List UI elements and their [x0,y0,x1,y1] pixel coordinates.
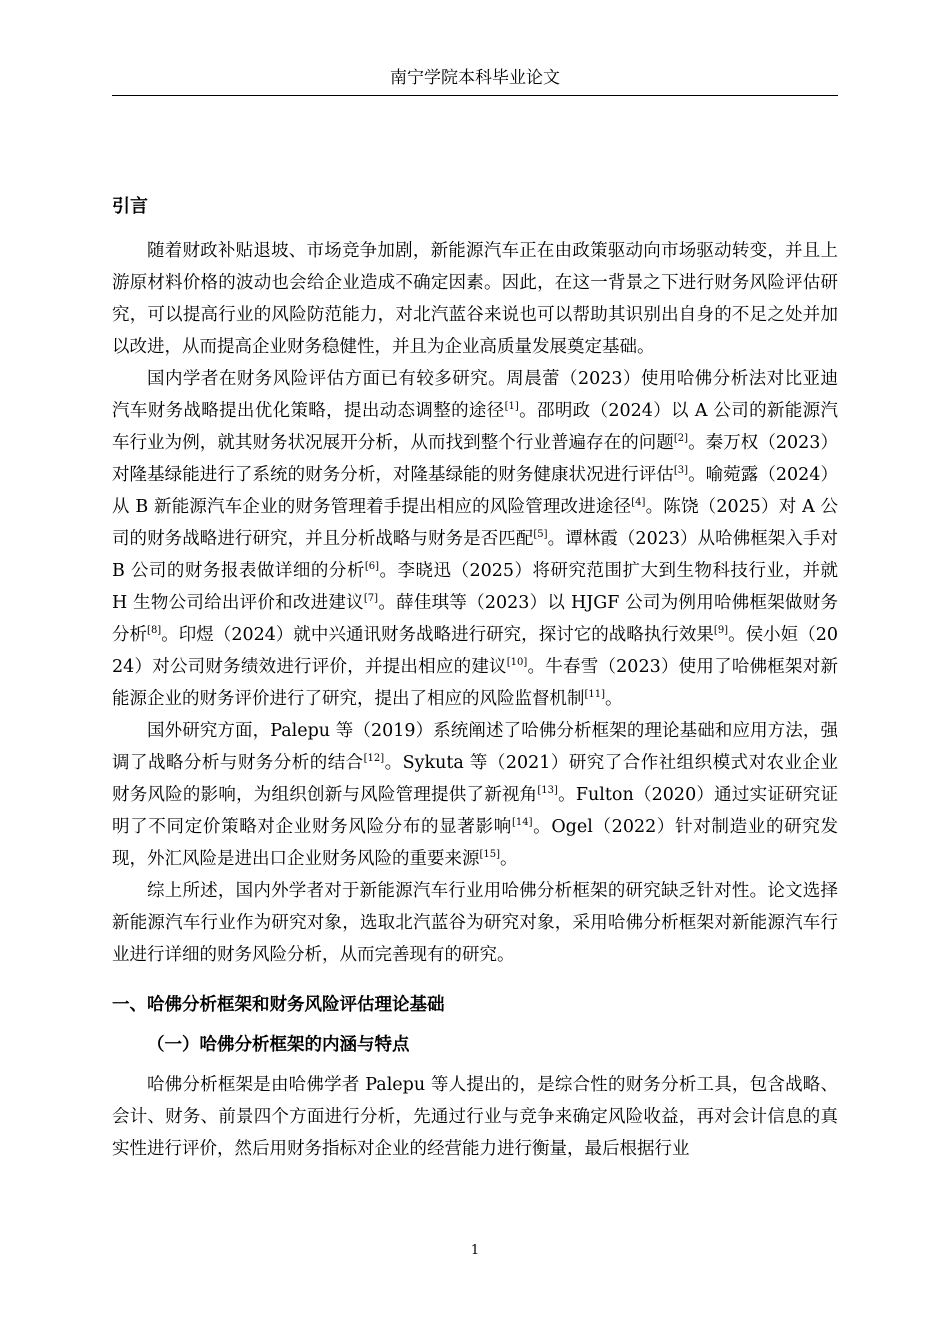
paragraph [112,363,838,715]
paragraph-text: 。邵明政（2024）以 A 公司的新能源汽车行业为例，就其财务状况展开分析，从而找到整个行业普遍存在的问题 [112,401,838,453]
paragraph-text: 国内学者在财务风险评估方面已有较多研究。周晨蕾（2023）使用哈佛分析法对比亚迪汽车财务战略提出优化策略，提出动态调整的途径 [112,369,838,421]
paragraph-text: 。 [605,689,623,709]
page-number: 1 [470,1243,480,1258]
citation-marker: [2] [673,433,689,444]
citation-marker: [10] [506,657,528,668]
paragraph-text: 。牛春雪（2023）使用了哈佛框架对新能源企业的财务评价进行了研究，提出了相应的风险监督机制 [112,657,838,709]
paragraph-text: 。喻菀露（2024）从 B 新能源汽车企业的财务管理着手提出相应的风险管理改进途径 [112,465,838,517]
citation-marker: [14] [511,817,533,828]
header-rule [112,95,838,96]
paragraph-text: 。谭林霞（2023）从哈佛框架入手对 B 公司的财务报表做详细的分析 [112,529,838,581]
paragraph-text: 。Fulton（2020）通过实证研究证明了不同定价策略对企业财务风险分布的显著影响 [112,785,838,837]
paragraph [112,875,838,971]
paragraph-text: 综上所述，国内外学者对于新能源汽车行业用哈佛分析框架的研究缺乏针对性。论文选择新能源汽车行业作为研究对象，选取北汽蓝谷为研究对象，采用哈佛分析框架对新能源汽车行业进行详细的财务风险分析，从而完善现有的研究。 [112,881,838,965]
intro-heading: 引言 [112,196,148,217]
paragraph-text: 。秦万权（2023）对隆基绿能进行了系统的财务分析，对隆基绿能的财务健康状况进行评估 [112,433,838,485]
paragraph-text: 。Ogel（2022）针对制造业的研究发现，外汇风险是进出口企业财务风险的重要来源 [112,817,839,869]
citation-marker: [3] [673,465,689,476]
paragraph [112,715,838,875]
paragraph-text: 。陈饶（2025）对 A 公司的财务战略进行研究，并且分析战略与财务是否匹配 [112,497,838,549]
paragraph-text: 。Sykuta 等（2021）研究了合作社组织模式对农业企业财务风险的影响，为组织创新与风险管理提供了新视角 [112,753,838,805]
citation-marker: [15] [479,849,501,860]
citation-marker: [5] [533,529,548,540]
citation-marker: [11] [584,689,606,700]
paragraph-text: 。侯小姮（2024）对公司财务绩效进行评价，并提出相应的建议 [112,625,838,677]
page-body [112,188,838,1165]
paragraph [112,235,838,363]
citation-marker: [1] [504,401,519,412]
citation-marker: [7] [363,593,379,604]
citation-marker: [6] [364,561,380,572]
paragraph-text: 。印煜（2024）就中兴通讯财务战略进行研究，探讨它的战略执行效果 [161,625,714,645]
citation-marker: [12] [363,753,385,764]
paragraph-text: 哈佛分析框架是由哈佛学者 Palepu 等人提出的，是综合性的财务分析工具，包含战略、会计、财务、前景四个方面进行分析，先通过行业与竞争来确定风险收益，再对会计信息的真实性进行评价，然后用财务指标对企业的经营能力进行衡量，最后根据行业 [112,1075,838,1159]
running-header: 南宁学院本科毕业论文 [390,68,560,88]
paragraph-text: 国外研究方面，Palepu 等（2019）系统阐述了哈佛分析框架的理论基础和应用方法，强调了战略分析与财务分析的结合 [112,721,838,773]
subsection-heading: （一）哈佛分析框架的内涵与特点 [147,1035,410,1055]
paragraph-text: 。薛佳琪等（2023）以 HJGF 公司为例用哈佛框架做财务分析 [112,593,839,645]
citation-marker: [4] [631,497,646,508]
citation-marker: [13] [537,785,558,796]
intro-paragraphs [112,235,838,971]
paragraph [112,1069,838,1165]
paragraph-text: 。李晓迅（2025）将研究范围扩大到生物科技行业，并就 H 生物公司给出评价和改进建议 [112,561,838,613]
paragraph-text: 。 [500,849,518,869]
citation-marker: [8] [147,625,162,636]
paragraph-text: 随着财政补贴退坡、市场竞争加剧，新能源汽车正在由政策驱动向市场驱动转变，并且上游原材料价格的波动也会给企业造成不确定因素。因此，在这一背景之下进行财务风险评估研究，可以提高行业的风险防范能力，对北汽蓝谷来说也可以帮助其识别出自身的不足之处并加以改进，从而提高企业财务稳健性，并且为企业高质量发展奠定基础。 [112,241,838,357]
section-heading: 一、哈佛分析框架和财务风险评估理论基础 [112,995,445,1015]
citation-marker: [9] [713,625,729,636]
